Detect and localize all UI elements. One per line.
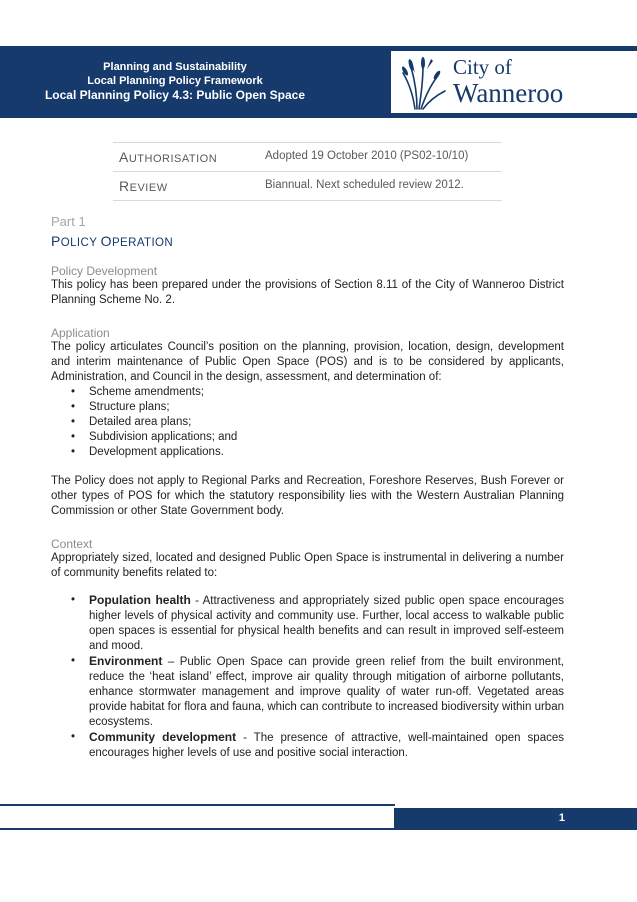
footer-rule-bottom bbox=[0, 828, 395, 830]
bullet-icon: • bbox=[71, 446, 76, 458]
application-list bbox=[51, 385, 564, 460]
policy-development-heading: Policy Development bbox=[51, 264, 158, 278]
part-label: Part 1 bbox=[51, 214, 86, 229]
review-label: REVIEW bbox=[119, 178, 168, 194]
bullet-icon: • bbox=[71, 401, 76, 413]
list-item: • Scheme amendments; bbox=[71, 386, 205, 398]
benefits-list bbox=[51, 593, 564, 761]
header-titles bbox=[20, 60, 330, 102]
page-number: 1 bbox=[558, 812, 565, 824]
logo-city-text: City of bbox=[453, 55, 512, 79]
header-line-framework: Local Planning Policy Framework bbox=[87, 75, 263, 87]
main-content bbox=[51, 214, 564, 761]
footer-bar bbox=[394, 808, 637, 830]
authorisation-label: AUTHORISATION bbox=[119, 149, 218, 165]
header-line-policy: Local Planning Policy 4.3: Public Open Space bbox=[44, 88, 306, 102]
benefit-community-development: • Community development - The presence of attractive, well-maintained open spaces encourages higher levels of use and positive social interaction. bbox=[71, 730, 564, 759]
benefit-environment: • Environment – Public Open Space can provide green relief from the built environment, reduce the ‘heat island’ effect, improve air quality through mitigation of airborne pollutants, enhance stormwater management and improve quality of water run-off. Vegetated areas provide habitat for flora and fauna, which can contribute to increased biodiversity within urban ecosystems. bbox=[71, 654, 564, 728]
list-item: • Structure plans; bbox=[71, 401, 170, 413]
bullet-icon: • bbox=[71, 386, 76, 398]
bullet-icon: • bbox=[71, 416, 76, 428]
context-intro: Appropriately sized, located and designed Public Open Space is instrumental in delivering a number of community benefits related to: bbox=[51, 552, 564, 579]
benefit-population-health: • Population health - Attractiveness and appropriately sized public open space encourages higher levels of physical activity and community use. Further, local access to walkable public open spaces is essential for physical health benefits and can result in improved self-esteem and mood. bbox=[71, 593, 565, 652]
policy-development-text: This policy has been prepared under the provisions of Section 8.11 of the City of Wanneroo District Planning Scheme No. 2. bbox=[51, 279, 564, 306]
reeds-logo-icon bbox=[401, 55, 447, 111]
list-item: • Development applications. bbox=[71, 446, 224, 458]
bullet-icon: • bbox=[71, 594, 76, 606]
city-logo bbox=[391, 51, 637, 113]
logo-name-text: Wanneroo bbox=[453, 78, 564, 108]
bullet-icon: • bbox=[71, 655, 76, 667]
review-value: Biannual. Next scheduled review 2012. bbox=[265, 179, 464, 191]
authorisation-value: Adopted 19 October 2010 (PS02-10/10) bbox=[265, 150, 469, 162]
section-title: POLICY OPERATION bbox=[51, 233, 174, 249]
authorisation-row bbox=[113, 142, 502, 171]
authorisation-table bbox=[113, 142, 502, 201]
context-heading: Context bbox=[51, 537, 93, 551]
bullet-icon: • bbox=[71, 431, 76, 443]
application-text: The policy articulates Council’s position on the planning, provision, location, design, development and interim maintenance of Public Open Space (POS) and is to be considered by applicants, Administration, and Council in the design, assessment, and determination of: bbox=[51, 341, 564, 383]
review-row bbox=[113, 171, 502, 201]
application-heading: Application bbox=[51, 326, 110, 340]
list-item: • Subdivision applications; and bbox=[71, 431, 238, 443]
list-item: • Detailed area plans; bbox=[71, 416, 192, 428]
bullet-icon: • bbox=[71, 731, 76, 743]
header-line-department: Planning and Sustainability bbox=[103, 61, 247, 73]
footer-rule-top bbox=[0, 804, 395, 806]
application-exclusion: The Policy does not apply to Regional Parks and Recreation, Foreshore Reserves, Bush Forever or other types of POS for which the statutory responsibility lies with the Western Australian Planning Commission or other State Government body. bbox=[51, 475, 564, 517]
